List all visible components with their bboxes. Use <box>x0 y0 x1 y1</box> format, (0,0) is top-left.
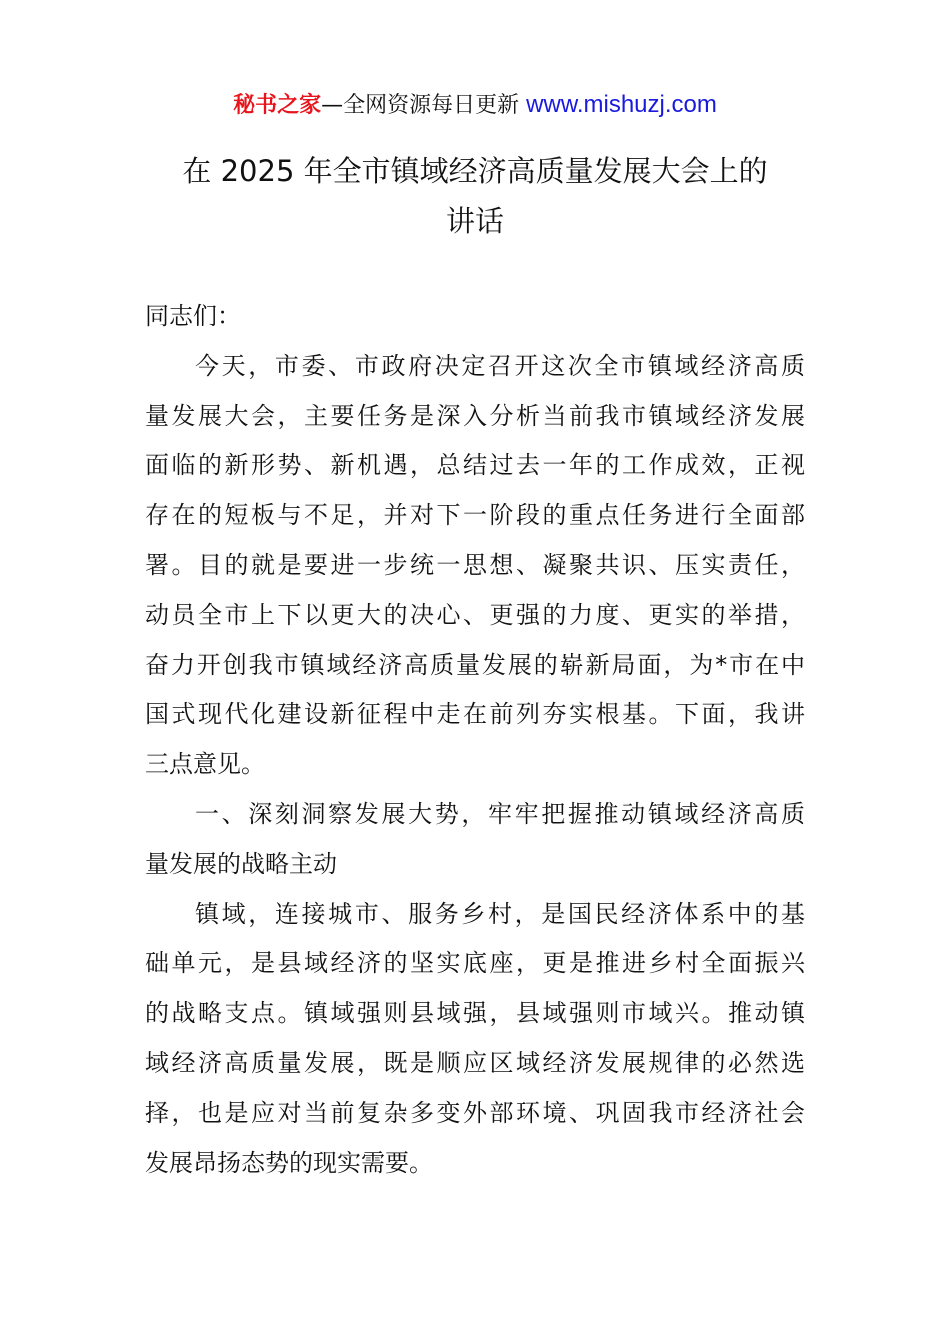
title-line: 在 2025 年全市镇域经济高质量发展大会上的 <box>182 154 768 188</box>
banner-url-link[interactable]: www.mishuzj.com <box>526 91 717 118</box>
text-line: 今天，市委、市政府决定召开这次全市镇域经济高质 <box>195 351 805 380</box>
salutation: 同志们： <box>145 302 241 330</box>
document-title <box>0 146 950 246</box>
text-line: 面临的新形势、新机遇，总结过去一年的工作成效，正视 <box>145 451 805 480</box>
section-heading <box>145 790 805 890</box>
text-line: 的战略支点。镇域强则县域强，县域强则市域兴。推动镇 <box>145 999 805 1028</box>
text-line: 镇域，连接城市、服务乡村，是国民经济体系中的基 <box>195 899 805 928</box>
text-line: 国式现代化建设新征程中走在前列夯实根基。下面，我讲 <box>145 700 805 729</box>
text-line: 础单元，是县域经济的坚实底座，更是推进乡村全面振兴 <box>145 949 805 978</box>
text-line: 域经济高质量发展，既是顺应区域经济发展规律的必然选 <box>145 1048 805 1077</box>
document-body <box>145 292 805 1188</box>
text-line: 一、深刻洞察发展大势，牢牢把握推动镇域经济高质 <box>195 799 805 828</box>
text-line: 奋力开创我市镇域经济高质量发展的崭新局面，为*市在中 <box>145 650 805 679</box>
banner-brand: 秘书之家 <box>233 93 322 118</box>
site-banner <box>0 88 950 123</box>
text-line: 量发展的战略主动 <box>145 849 337 878</box>
text-line: 择，也是应对当前复杂多变外部环境、巩固我市经济社会 <box>145 1098 805 1127</box>
text-line: 存在的短板与不足，并对下一阶段的重点任务进行全面部 <box>145 501 805 530</box>
text-line: 三点意见。 <box>145 750 265 779</box>
title-line: 讲话 <box>445 204 504 238</box>
text-line: 署。目的就是要进一步统一思想、凝聚共识、压实责任， <box>145 550 805 579</box>
intro-paragraph <box>145 342 805 790</box>
text-line: 动员全市上下以更大的决心、更强的力度、更实的举措， <box>145 600 805 629</box>
section-paragraph <box>145 890 805 1189</box>
text-line: 量发展大会，主要任务是深入分析当前我市镇域经济发展 <box>145 401 805 430</box>
banner-slogan: —全网资源每日更新 <box>321 93 527 118</box>
text-line: 发展昂扬态势的现实需要。 <box>145 1148 433 1177</box>
